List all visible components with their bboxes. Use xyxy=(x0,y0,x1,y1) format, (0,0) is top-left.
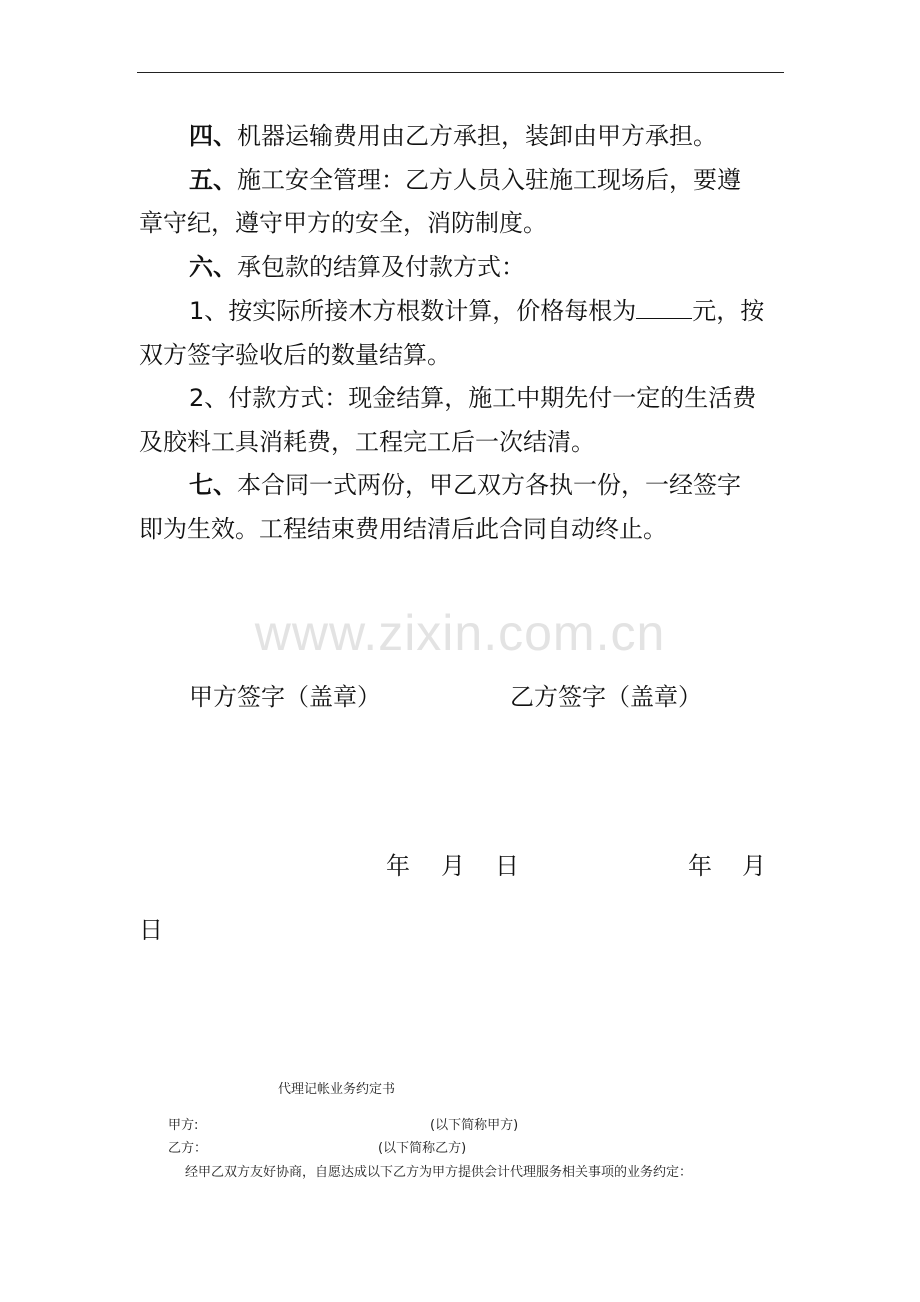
party-b-date-day: 日 xyxy=(139,916,163,944)
next-party-a-label: 甲方: xyxy=(168,1118,199,1133)
clause-6-2-line-1: 2、付款方式：现金结算，施工中期先付一定的生活费 xyxy=(189,384,757,412)
clause-6-2-line-2: 及胶料工具消耗费，工程完工后一次结清。 xyxy=(139,428,595,456)
next-party-b-label: 乙方： xyxy=(168,1141,208,1156)
clause-6-1-text-a: 1、按实际所接木方根数计算，价格每根为 xyxy=(189,297,637,325)
clause-6 xyxy=(189,252,525,282)
clause-5-text-1: 施工安全管理：乙方人员入驻施工现场后，要遵 xyxy=(237,166,741,194)
clause-7-line-1 xyxy=(189,470,741,500)
header-rule xyxy=(137,72,784,73)
clause-7-line-2: 即为生效。工程结束费用结清后此合同自动终止。 xyxy=(139,515,667,543)
party-b-date-year: 年 xyxy=(688,852,712,880)
clause-4-text: 机器运输费用由乙方承担，装卸由甲方承担。 xyxy=(237,122,717,150)
next-party-b-note: (以下简称乙方) xyxy=(378,1141,467,1156)
clause-6-text: 承包款的结算及付款方式： xyxy=(237,253,525,281)
clause-5-line-1 xyxy=(189,165,741,195)
party-b-date-month: 月 xyxy=(742,852,766,880)
clause-5-number: 五、 xyxy=(189,166,237,194)
party-b-signature-label: 乙方签字（盖章） xyxy=(510,683,702,711)
clause-6-number: 六、 xyxy=(189,253,237,281)
clause-7-text-1: 本合同一式两份，甲乙双方各执一份，一经签字 xyxy=(237,471,741,499)
clause-4-number: 四、 xyxy=(189,122,237,150)
clause-6-1-line-1 xyxy=(189,296,764,326)
next-document-intro: 经甲乙双方友好协商，自愿达成以下乙方为甲方提供会计代理服务相关事项的业务约定： xyxy=(185,1165,693,1180)
clause-4 xyxy=(189,121,717,151)
next-party-a-note: (以下简称甲方) xyxy=(430,1118,519,1133)
clause-6-1-text-b: 元，按 xyxy=(692,297,765,325)
party-a-date-month: 月 xyxy=(441,852,465,880)
party-a-date-year: 年 xyxy=(386,852,410,880)
party-a-date-day: 日 xyxy=(495,852,519,880)
watermark: www.zixin.com.cn xyxy=(254,605,666,661)
clause-7-number: 七、 xyxy=(189,471,237,499)
clause-6-1-line-2: 双方签字验收后的数量结算。 xyxy=(139,341,451,369)
price-blank xyxy=(636,298,692,319)
next-document-title: 代理记帐业务约定书 xyxy=(278,1082,396,1097)
party-a-signature-label: 甲方签字（盖章） xyxy=(189,683,381,711)
clause-5-line-2: 章守纪，遵守甲方的安全，消防制度。 xyxy=(139,209,547,237)
